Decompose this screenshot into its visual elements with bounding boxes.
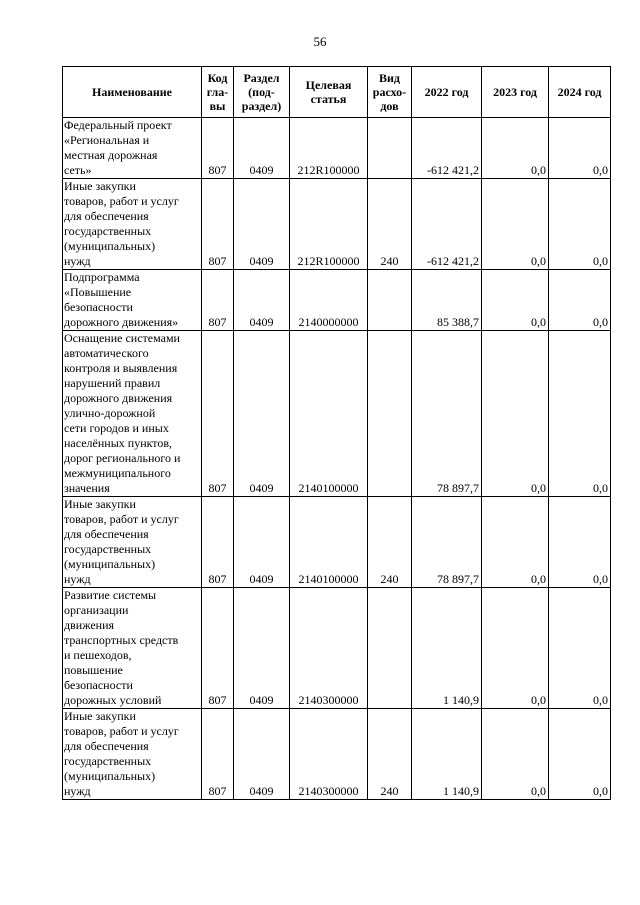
row-target: 212R100000 <box>290 118 368 179</box>
header-kind: Вид расхо- дов <box>368 67 412 118</box>
row-2023: 0,0 <box>482 331 549 497</box>
row-kind <box>368 118 412 179</box>
header-section: Раздел (под- раздел) <box>234 67 290 118</box>
row-section: 0409 <box>234 331 290 497</box>
row-target: 2140100000 <box>290 497 368 588</box>
header-code: Код гла- вы <box>202 67 234 118</box>
row-code: 807 <box>202 270 234 331</box>
row-kind <box>368 270 412 331</box>
row-code: 807 <box>202 709 234 800</box>
row-2022: -612 421,2 <box>412 179 482 270</box>
header-2022: 2022 год <box>412 67 482 118</box>
row-target: 2140300000 <box>290 588 368 709</box>
row-kind <box>368 588 412 709</box>
header-name: Наименование <box>63 67 202 118</box>
row-2022: 1 140,9 <box>412 588 482 709</box>
row-kind: 240 <box>368 179 412 270</box>
row-2022: 85 388,7 <box>412 270 482 331</box>
row-section: 0409 <box>234 588 290 709</box>
row-2023: 0,0 <box>482 270 549 331</box>
table-row <box>63 179 611 270</box>
row-target: 2140300000 <box>290 709 368 800</box>
row-name: Развитие системы организации движения транспортных средств и пешеходов, повышение безопасности дорожных условий <box>63 588 202 709</box>
row-name: Иные закупки товаров, работ и услуг для обеспечения государственных (муниципальных) нужд <box>63 497 202 588</box>
header-row <box>63 67 611 118</box>
row-section: 0409 <box>234 179 290 270</box>
table-row <box>63 709 611 800</box>
row-2022: 1 140,9 <box>412 709 482 800</box>
header-target: Целевая статья <box>290 67 368 118</box>
row-target: 2140000000 <box>290 270 368 331</box>
table-row <box>63 118 611 179</box>
row-2023: 0,0 <box>482 709 549 800</box>
row-code: 807 <box>202 118 234 179</box>
row-code: 807 <box>202 179 234 270</box>
page-number: 56 <box>313 34 327 49</box>
row-section: 0409 <box>234 270 290 331</box>
row-name: Иные закупки товаров, работ и услуг для обеспечения государственных (муниципальных) нужд <box>63 179 202 270</box>
row-name: Оснащение системами автоматического контроля и выявления нарушений правил дорожного движения улично-дорожной сети городов и иных населённых пунктов, дорог регионального и межмуниципального значения <box>63 331 202 497</box>
row-2024: 0,0 <box>549 331 611 497</box>
row-2022: 78 897,7 <box>412 497 482 588</box>
row-2024: 0,0 <box>549 118 611 179</box>
budget-table <box>62 66 611 800</box>
row-2023: 0,0 <box>482 588 549 709</box>
row-name: Иные закупки товаров, работ и услуг для обеспечения государственных (муниципальных) нужд <box>63 709 202 800</box>
row-2024: 0,0 <box>549 270 611 331</box>
header-2024: 2024 год <box>549 67 611 118</box>
row-2024: 0,0 <box>549 709 611 800</box>
row-name: Подпрограмма «Повышение безопасности дорожного движения» <box>63 270 202 331</box>
row-code: 807 <box>202 588 234 709</box>
row-target: 212R100000 <box>290 179 368 270</box>
row-2023: 0,0 <box>482 179 549 270</box>
row-code: 807 <box>202 497 234 588</box>
row-kind: 240 <box>368 497 412 588</box>
row-2022: -612 421,2 <box>412 118 482 179</box>
row-section: 0409 <box>234 709 290 800</box>
row-2024: 0,0 <box>549 497 611 588</box>
table-header <box>63 67 611 118</box>
row-section: 0409 <box>234 118 290 179</box>
row-name: Федеральный проект «Региональная и местная дорожная сеть» <box>63 118 202 179</box>
header-2023: 2023 год <box>482 67 549 118</box>
table-row <box>63 588 611 709</box>
row-target: 2140100000 <box>290 331 368 497</box>
row-2023: 0,0 <box>482 497 549 588</box>
row-2024: 0,0 <box>549 179 611 270</box>
row-code: 807 <box>202 331 234 497</box>
row-2023: 0,0 <box>482 118 549 179</box>
table-row <box>63 270 611 331</box>
row-2022: 78 897,7 <box>412 331 482 497</box>
table-body <box>63 118 611 800</box>
table-row <box>63 331 611 497</box>
row-kind: 240 <box>368 709 412 800</box>
row-section: 0409 <box>234 497 290 588</box>
row-2024: 0,0 <box>549 588 611 709</box>
table-row <box>63 497 611 588</box>
row-kind <box>368 331 412 497</box>
